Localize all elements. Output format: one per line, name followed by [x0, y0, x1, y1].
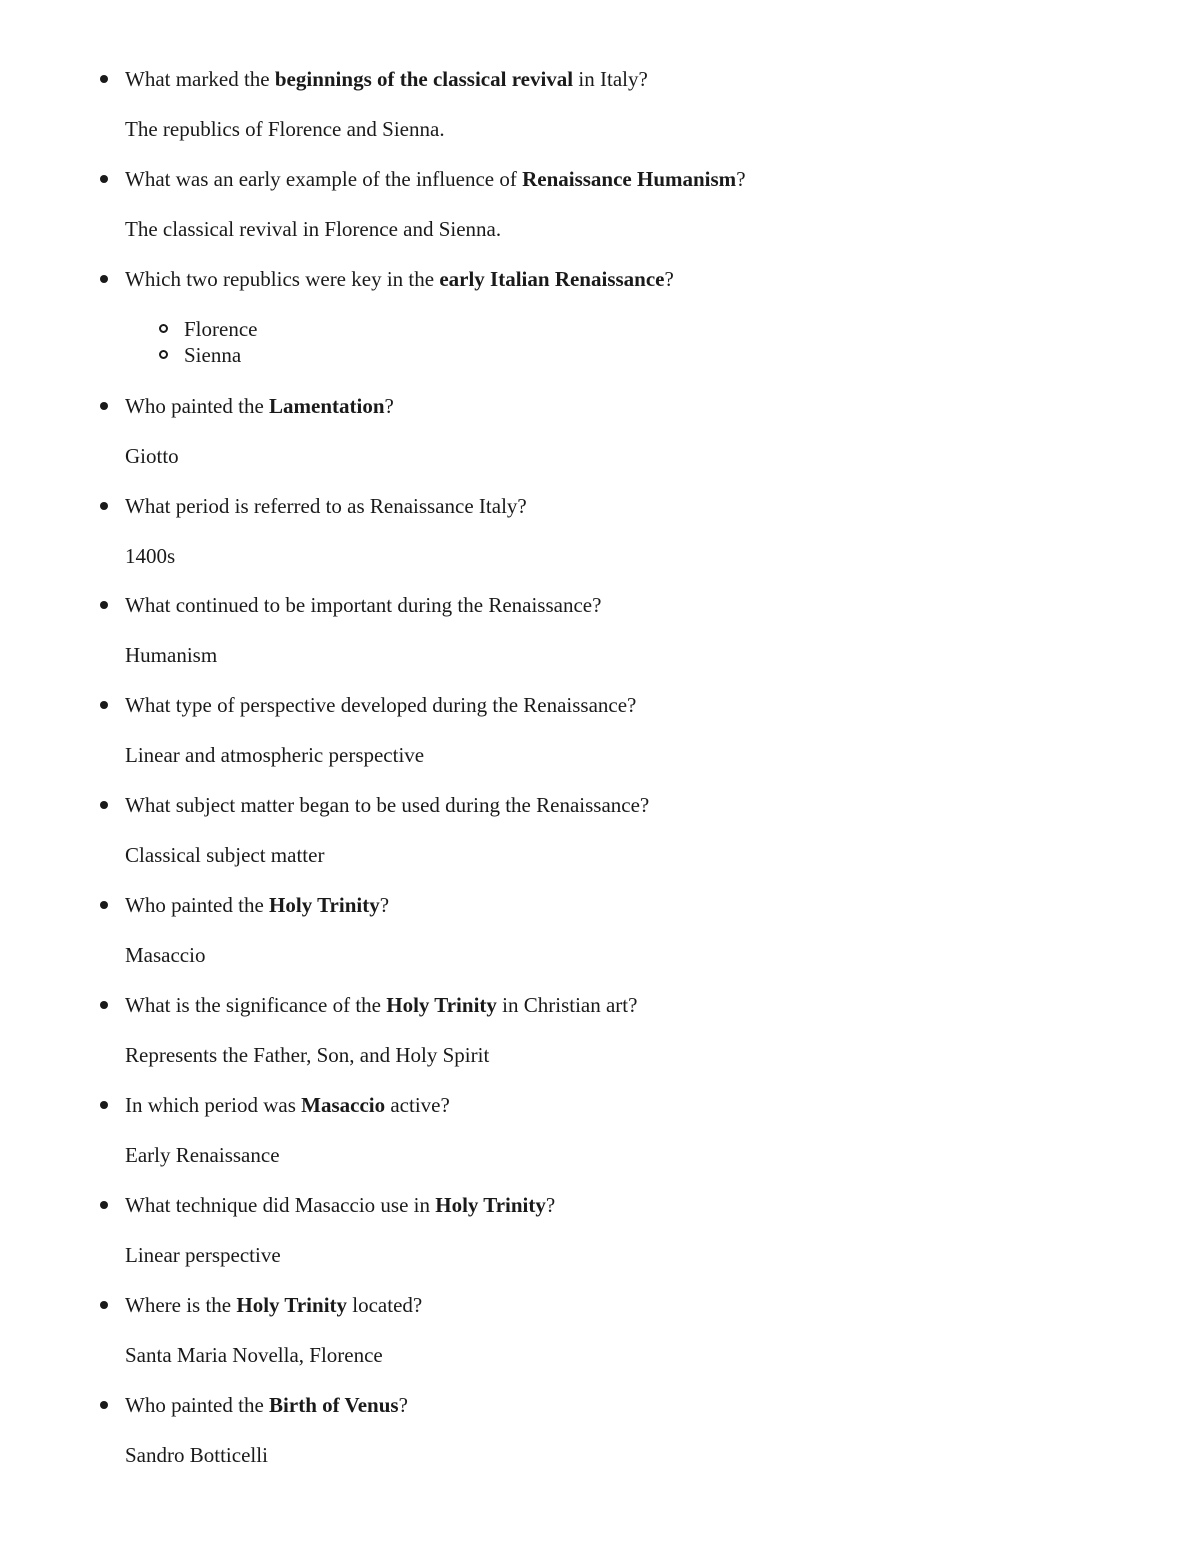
bullet-icon [100, 502, 108, 510]
hollow-bullet-icon [159, 350, 168, 359]
bullet-icon [100, 1301, 108, 1309]
answer: Early Renaissance [125, 1143, 280, 1167]
bullet-icon [100, 701, 108, 709]
question: What was an early example of the influence of Renaissance Humanism? [125, 167, 746, 191]
answer: Represents the Father, Son, and Holy Spirit [125, 1043, 490, 1067]
answer: Sandro Botticelli [125, 1443, 268, 1467]
bullet-icon [100, 275, 108, 283]
bullet-icon [100, 402, 108, 410]
answer: The republics of Florence and Sienna. [125, 117, 445, 141]
bullet-icon [100, 901, 108, 909]
bullet-icon [100, 1101, 108, 1109]
question: Who painted the Birth of Venus? [125, 1393, 408, 1417]
answer: 1400s [125, 544, 176, 568]
sub-list-item: Sienna [184, 343, 242, 367]
bullet-icon [100, 75, 108, 83]
question: Who painted the Holy Trinity? [125, 893, 390, 917]
bullet-icon [100, 1401, 108, 1409]
answer: Linear and atmospheric perspective [125, 743, 425, 767]
answer: Santa Maria Novella, Florence [125, 1343, 383, 1367]
answer: Giotto [125, 444, 179, 468]
question: What is the significance of the Holy Trinity in Christian art? [125, 993, 638, 1017]
question: What type of perspective developed during the Renaissance? [125, 693, 637, 717]
answer: Humanism [125, 643, 218, 667]
question: Which two republics were key in the early Italian Renaissance? [125, 267, 674, 291]
question: What marked the beginnings of the classical revival in Italy? [125, 67, 648, 91]
bullet-icon [100, 1201, 108, 1209]
question: Where is the Holy Trinity located? [125, 1293, 423, 1317]
question: What period is referred to as Renaissance Italy? [125, 494, 527, 518]
question: What subject matter began to be used during the Renaissance? [125, 793, 650, 817]
bullet-icon [100, 601, 108, 609]
answer: Classical subject matter [125, 843, 325, 867]
bullet-icon [100, 801, 108, 809]
answer: The classical revival in Florence and Sienna. [125, 217, 502, 241]
hollow-bullet-icon [159, 324, 168, 333]
question: What continued to be important during the Renaissance? [125, 593, 602, 617]
sub-list-item: Florence [184, 317, 258, 341]
question: What technique did Masaccio use in Holy Trinity? [125, 1193, 556, 1217]
question: In which period was Masaccio active? [125, 1093, 450, 1117]
bullet-icon [100, 1001, 108, 1009]
answer: Masaccio [125, 943, 206, 967]
bullet-icon [100, 175, 108, 183]
answer: Linear perspective [125, 1243, 281, 1267]
question: Who painted the Lamentation? [125, 394, 394, 418]
